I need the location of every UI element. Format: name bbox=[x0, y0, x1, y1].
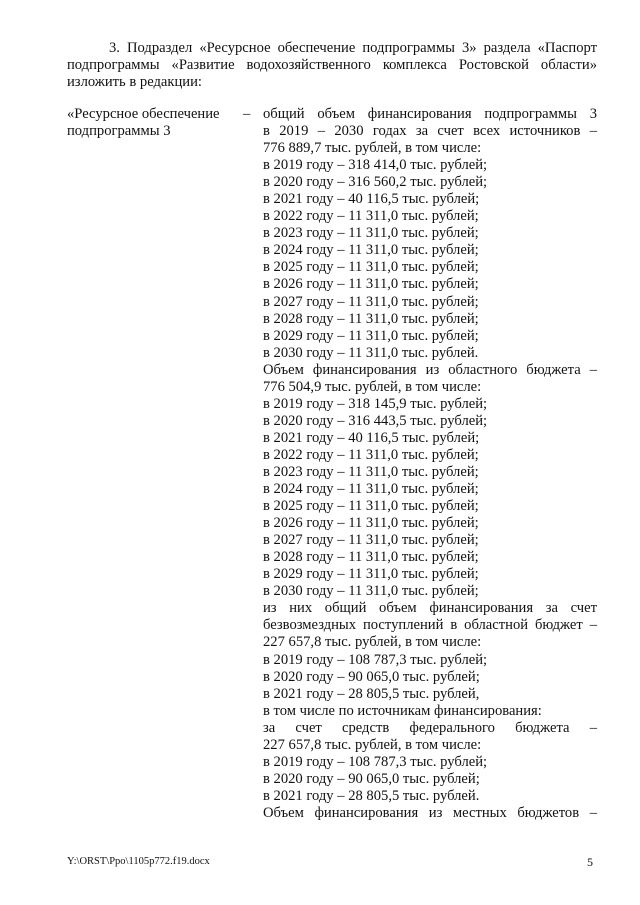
funding-line: Объем финансирования из областного бюджета – bbox=[263, 361, 597, 378]
funding-line: в 2019 году – 108 787,3 тыс. рублей; bbox=[263, 753, 488, 770]
funding-line: в 2022 году – 11 311,0 тыс. рублей; bbox=[263, 208, 479, 225]
section-label-line: подпрограммы 3 bbox=[67, 123, 171, 140]
funding-line: Объем финансирования из местных бюджетов – bbox=[263, 804, 597, 821]
funding-line: в 2026 году – 11 311,0 тыс. рублей; bbox=[263, 276, 479, 293]
funding-line: в 2019 году – 318 414,0 тыс. рублей; bbox=[263, 157, 488, 174]
funding-line: безвозмездных поступлений в областной бюджет – bbox=[263, 617, 597, 634]
funding-line: в 2020 году – 316 443,5 тыс. рублей; bbox=[263, 412, 488, 429]
funding-line: в 2023 году – 11 311,0 тыс. рублей; bbox=[263, 463, 479, 480]
funding-line: в 2024 году – 11 311,0 тыс. рублей; bbox=[263, 481, 479, 498]
funding-line: в 2026 году – 11 311,0 тыс. рублей; bbox=[263, 515, 479, 532]
funding-line: в 2022 году – 11 311,0 тыс. рублей; bbox=[263, 446, 479, 463]
funding-content bbox=[263, 106, 597, 822]
funding-line: в 2021 году – 40 116,5 тыс. рублей; bbox=[263, 191, 480, 208]
funding-line: в 2021 году – 28 805,5 тыс. рублей. bbox=[263, 787, 480, 804]
footer-page-number: 5 bbox=[587, 855, 593, 869]
funding-line: из них общий объем финансирования за счет bbox=[263, 600, 597, 617]
funding-line: в 2019 году – 108 787,3 тыс. рублей; bbox=[263, 651, 488, 668]
funding-line: 776 889,7 тыс. рублей, в том числе: bbox=[263, 140, 482, 157]
funding-line: в 2023 году – 11 311,0 тыс. рублей; bbox=[263, 225, 479, 242]
intro-line: 3. Подраздел «Ресурсное обеспечение подпрограммы 3» раздела «Паспорт bbox=[109, 40, 597, 56]
funding-line: в том числе по источникам финансирования: bbox=[263, 702, 542, 719]
funding-line: в 2029 году – 11 311,0 тыс. рублей; bbox=[263, 327, 479, 344]
section-label-line: «Ресурсное обеспечение bbox=[67, 106, 220, 122]
label-dash: – bbox=[243, 106, 251, 122]
funding-line: 227 657,8 тыс. рублей, в том числе: bbox=[263, 634, 482, 651]
funding-line: в 2020 году – 90 065,0 тыс. рублей; bbox=[263, 668, 480, 685]
funding-line: в 2028 году – 11 311,0 тыс. рублей; bbox=[263, 549, 479, 566]
funding-line: в 2030 году – 11 311,0 тыс. рублей; bbox=[263, 583, 479, 600]
funding-line: общий объем финансирования подпрограммы 3 bbox=[263, 106, 597, 122]
funding-line: за счет средств федерального бюджета – bbox=[263, 719, 597, 736]
footer-file-path: Y:\ORST\Ppo\1105p772.f19.docx bbox=[67, 856, 210, 867]
funding-line: в 2029 году – 11 311,0 тыс. рублей; bbox=[263, 566, 479, 583]
funding-line: в 2021 году – 40 116,5 тыс. рублей; bbox=[263, 429, 480, 446]
intro-line: подпрограммы «Развитие водохозяйственного комплекса Ростовской области» bbox=[67, 57, 597, 73]
funding-line: 776 504,9 тыс. рублей, в том числе: bbox=[263, 378, 482, 395]
intro-line: изложить в редакции: bbox=[67, 74, 202, 90]
funding-line: в 2024 году – 11 311,0 тыс. рублей; bbox=[263, 242, 479, 259]
funding-line: в 2020 году – 316 560,2 тыс. рублей; bbox=[263, 174, 488, 191]
funding-line: в 2030 году – 11 311,0 тыс. рублей. bbox=[263, 344, 479, 361]
funding-line: в 2025 году – 11 311,0 тыс. рублей; bbox=[263, 498, 479, 515]
funding-line: в 2020 году – 90 065,0 тыс. рублей; bbox=[263, 770, 480, 787]
funding-line: в 2021 году – 28 805,5 тыс. рублей, bbox=[263, 685, 480, 702]
funding-line: в 2025 году – 11 311,0 тыс. рублей; bbox=[263, 259, 479, 276]
funding-line: в 2019 году – 318 145,9 тыс. рублей; bbox=[263, 395, 488, 412]
funding-line: в 2027 году – 11 311,0 тыс. рублей; bbox=[263, 293, 479, 310]
intro-paragraph bbox=[67, 40, 597, 91]
funding-line: в 2027 году – 11 311,0 тыс. рублей; bbox=[263, 532, 479, 549]
funding-line: в 2019 – 2030 годах за счет всех источников – bbox=[263, 123, 597, 140]
funding-line: в 2028 году – 11 311,0 тыс. рублей; bbox=[263, 310, 479, 327]
section-label bbox=[67, 106, 242, 140]
funding-line: 227 657,8 тыс. рублей, в том числе: bbox=[263, 736, 482, 753]
